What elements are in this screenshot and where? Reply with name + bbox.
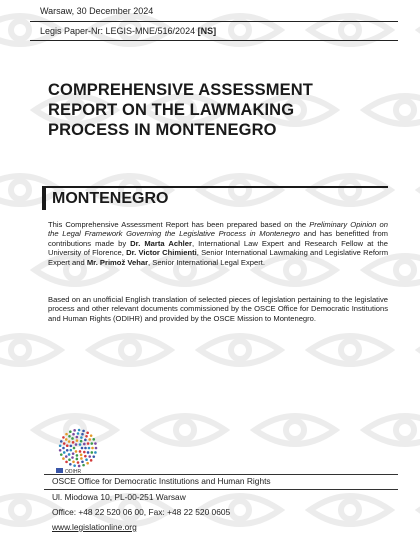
logo-dot xyxy=(81,433,84,436)
paragraph-text: , Senior International Lawmaking and Legislative Reform Expert and xyxy=(48,248,389,267)
logo-dot xyxy=(68,453,71,456)
paragraph-text: This Comprehensive Assessment Report has been prepared based on the xyxy=(48,220,310,229)
logo-dot xyxy=(87,451,90,454)
logo-dot xyxy=(72,452,75,455)
logo-dot xyxy=(69,430,72,433)
paragraph-text: , International Law Expert and Research Fellow at the University of Florence, xyxy=(48,238,388,258)
logo-dot xyxy=(90,434,93,437)
header-divider xyxy=(30,40,398,41)
logo-dot xyxy=(73,447,76,450)
logo-dot xyxy=(91,447,94,450)
opinion-title: Preliminary Opinion on the Legal Framework Governing the Legislative Process in Montenegro xyxy=(48,220,388,239)
logo-dot xyxy=(95,447,98,450)
logo-dot xyxy=(88,438,91,441)
contributor-name: Dr. Marta Achler xyxy=(130,238,192,248)
logo-dot xyxy=(59,444,62,447)
logo-dot xyxy=(76,454,79,457)
logo-dot xyxy=(63,451,66,454)
logo-dot xyxy=(68,458,71,461)
logo-dot xyxy=(71,437,74,440)
footer-divider xyxy=(44,474,398,475)
logo-dot xyxy=(76,439,79,442)
logo-dot xyxy=(77,432,80,435)
logo-dot xyxy=(92,438,95,441)
logo-dot xyxy=(78,429,81,432)
contributor-name: Mr. Primož Vehar xyxy=(86,257,149,267)
contributor-name: Dr. Victor Chimienti xyxy=(126,248,197,258)
translation-paragraph: Based on an unofficial English translation of selected pieces of legislation pertaining to the legislative process and other relevant documents commissioned by the OSCE Office for Democratic Institutions and Human Rights (ODIHR) and provided by the OSCE Mission to Montenegro. xyxy=(48,295,388,323)
logo-dot xyxy=(79,443,82,446)
logo-dot xyxy=(68,440,71,443)
logo-dot xyxy=(84,455,87,458)
logo-dot xyxy=(87,442,90,445)
country-heading: MONTENEGRO xyxy=(52,190,169,207)
odihr-logo-text: ODIHR xyxy=(65,469,82,475)
logo-dot xyxy=(75,443,78,446)
logo-dot xyxy=(83,451,86,454)
logo-dot xyxy=(59,449,62,452)
office-address: Ul. Miodowa 10, PL-00-251 Warsaw xyxy=(52,492,186,502)
logo-dot xyxy=(88,455,91,458)
logo-dot xyxy=(80,440,83,443)
logo-dot xyxy=(83,443,86,446)
logo-dot xyxy=(65,433,68,436)
logo-dot xyxy=(63,442,66,445)
logo-dot xyxy=(94,442,97,445)
logo-dot xyxy=(86,432,89,435)
odihr-logo-icon xyxy=(54,428,102,476)
logo-dot xyxy=(90,451,93,454)
document-date: Warsaw, 30 December 2024 xyxy=(40,6,154,16)
logo-dot xyxy=(94,451,97,454)
office-contact: Office: +48 22 520 06 00, Fax: +48 22 520 0605 xyxy=(52,507,231,517)
paragraph-text: , Senior International Legal Expert. xyxy=(148,257,265,267)
country-bar-accent xyxy=(42,186,46,210)
report-title-line: PROCESS IN MONTENEGRO xyxy=(48,121,277,139)
logo-dot xyxy=(66,449,69,452)
logo-dot xyxy=(73,429,76,432)
logo-dot xyxy=(86,462,89,465)
logo-dot xyxy=(81,447,84,450)
logo-dot xyxy=(62,457,65,460)
paper-number-text: Legis Paper-Nr: LEGIS-MNE/516/2024 xyxy=(40,26,198,36)
logo-dot xyxy=(72,460,75,463)
office-name: OSCE Office for Democratic Institutions and Human Rights xyxy=(52,476,271,486)
logo-dot xyxy=(80,454,83,457)
logo-dot xyxy=(85,435,88,438)
logo-dot xyxy=(70,445,73,448)
logo-dot xyxy=(90,442,93,445)
logo-dot xyxy=(65,455,68,458)
logo-dot xyxy=(60,440,63,443)
logo-dot xyxy=(88,447,91,450)
logo-dot xyxy=(82,464,85,467)
logo-dot xyxy=(82,430,85,433)
report-title-line: COMPREHENSIVE ASSESSMENT xyxy=(48,81,313,99)
header-divider xyxy=(30,21,398,22)
website-link[interactable]: www.legislationline.org xyxy=(52,522,137,532)
logo-dot xyxy=(84,439,87,442)
logo-dot xyxy=(68,435,71,438)
contributors-paragraph xyxy=(48,220,388,267)
logo-dot xyxy=(76,458,79,461)
logo-dot xyxy=(60,453,63,456)
paper-number-tag: [NS] xyxy=(197,26,217,36)
logo-dot xyxy=(65,461,68,464)
logo-dot xyxy=(69,463,72,466)
country-section-bar xyxy=(42,186,388,188)
paragraph-text: and has benefitted from contributions made by xyxy=(48,229,388,248)
logo-dot xyxy=(62,436,65,439)
logo-dot xyxy=(77,461,80,464)
logo-dot xyxy=(72,433,75,436)
logo-dot xyxy=(90,459,93,462)
logo-dot xyxy=(70,449,73,452)
logo-dot xyxy=(78,465,81,468)
logo-dot xyxy=(80,457,83,460)
logo-dot xyxy=(65,438,68,441)
paper-number xyxy=(40,26,216,36)
logo-dot xyxy=(79,450,82,453)
report-title-line: REPORT ON THE LAWMAKING xyxy=(48,101,295,119)
report-title xyxy=(48,80,378,140)
footer-divider xyxy=(44,489,398,490)
logo-dot xyxy=(73,464,76,467)
logo-dot xyxy=(80,436,83,439)
logo-dot xyxy=(84,447,87,450)
logo-dot xyxy=(62,447,65,450)
logo-dot xyxy=(75,450,78,453)
logo-dot xyxy=(76,436,79,439)
logo-dot xyxy=(71,456,74,459)
logo-dot xyxy=(85,458,88,461)
logo-dot xyxy=(81,460,84,463)
logo-dot xyxy=(72,441,75,444)
logo-dot xyxy=(92,455,95,458)
logo-dot xyxy=(66,444,69,447)
